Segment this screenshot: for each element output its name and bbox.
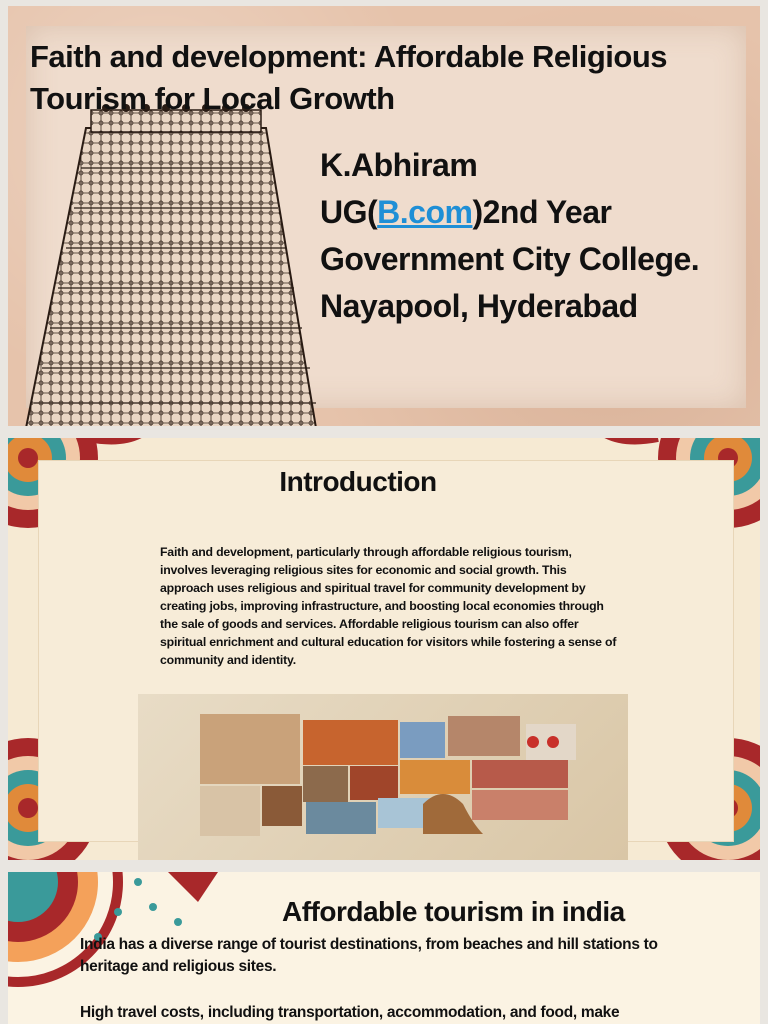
presentation-title [30, 36, 740, 120]
paragraph-destinations: India has a diverse range of tourist destinations, from beaches and hill stations to heritage and religious sites. [80, 936, 658, 975]
introduction-slide [8, 438, 760, 860]
title-line-2: Tourism for Local Growth [30, 81, 395, 116]
course-link[interactable]: B.com [377, 194, 473, 230]
college-name: Government City College. [320, 241, 700, 277]
paragraph-travel-costs: High travel costs, including transportation, accommodation, and food, make [80, 1004, 620, 1021]
temple-gopuram-illustration [16, 98, 336, 426]
title-line-1: Faith and development: Affordable Religious [30, 39, 668, 74]
author-block [320, 142, 699, 330]
introduction-heading: Introduction [279, 466, 437, 497]
college-location: Nayapool, Hyderabad [320, 288, 638, 324]
title-slide [8, 6, 760, 426]
affordable-tourism-slide [8, 872, 760, 1024]
author-name: K.Abhiram [320, 147, 478, 183]
course-line: UG(B.com)2nd Year [320, 194, 612, 230]
affordable-tourism-heading: Affordable tourism in india [282, 896, 625, 927]
tourism-collage-image [138, 694, 628, 860]
introduction-text: Faith and development, particularly through affordable religious tourism, involves leveraging religious sites for economic and social growth. This approach uses religious and spiritual travel for community development by creating jobs, improving infrastructure, and boosting local economies through the sale of goods and services. Affordable religious tourism can also offer spiritual enrichment and cultural education for visitors while fostering a sense of community and identity. [160, 545, 617, 667]
collage-photos-icon [138, 694, 628, 860]
